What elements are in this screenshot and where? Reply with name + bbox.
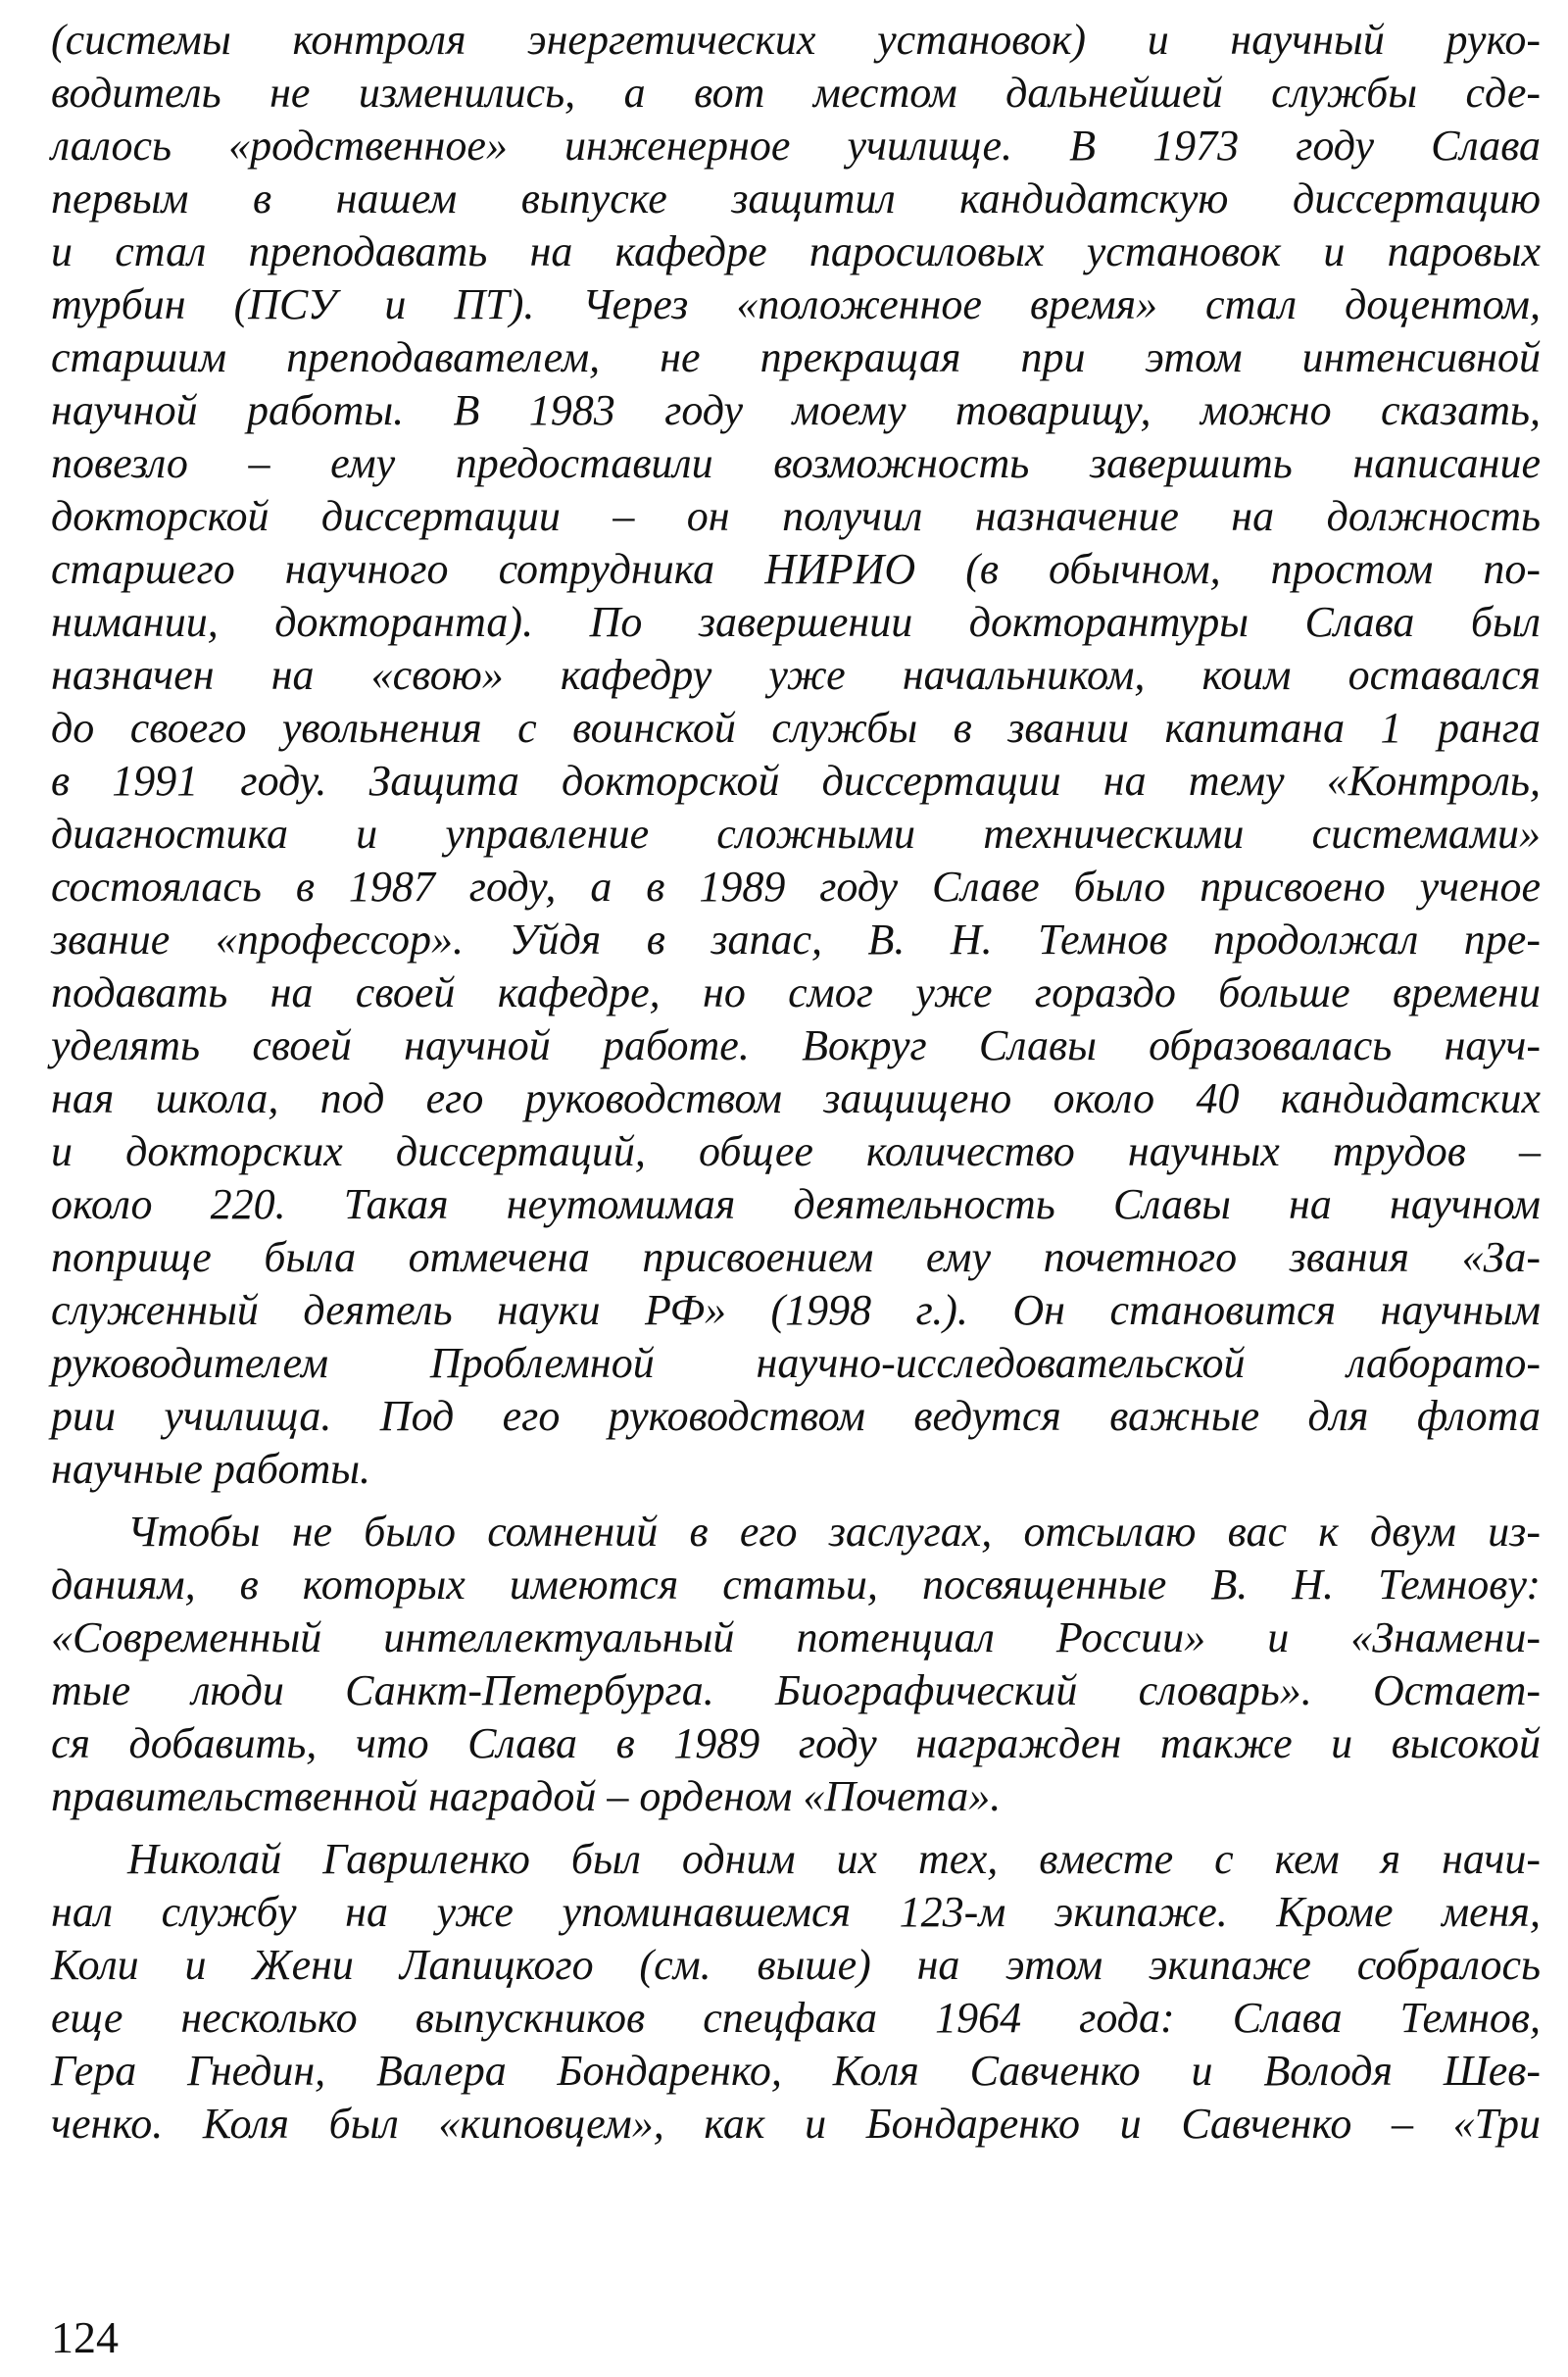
text-line: состоялась в 1987 году, а в 1989 году Славе было присвоено ученое — [51, 863, 1541, 911]
text-line: нимании, докторанта). По завершении докторантуры Слава был — [51, 598, 1541, 646]
text-line: «Современный интеллектуальный потенциал России» и «Знамени- — [51, 1613, 1541, 1661]
text-line: нал службу на уже упоминавшемся 123-м экипаже. Кроме меня, — [51, 1888, 1541, 1936]
text-line: диагностика и управление сложными техническими системами» — [51, 810, 1541, 858]
text-line: ченко. Коля был «киповцем», как и Бондаренко и Савченко – «Три — [51, 2100, 1541, 2148]
text-line: Гера Гнедин, Валера Бондаренко, Коля Савченко и Володя Шев- — [51, 2047, 1541, 2095]
text-line: уделять своей научной работе. Вокруг Славы образовалась науч- — [51, 1021, 1541, 1069]
paragraph-3 — [51, 1833, 1541, 2151]
text-line: научные работы. — [51, 1445, 371, 1493]
text-line: около 220. Такая неутомимая деятельность Славы на научном — [51, 1180, 1541, 1228]
text-line: в 1991 году. Защита докторской диссертации на тему «Контроль, — [51, 757, 1541, 805]
text-line: Чтобы не было сомнений в его заслугах, отсылаю вас к двум из- — [127, 1508, 1541, 1556]
text-line: и докторских диссертаций, общее количество научных трудов – — [51, 1127, 1541, 1175]
text-line: служенный деятель науки РФ» (1998 г.). Он становится научным — [51, 1286, 1541, 1334]
text-line: назначен на «свою» кафедру уже начальником, коим оставался — [51, 651, 1541, 699]
text-line: докторской диссертации – он получил назначение на должность — [51, 492, 1541, 540]
text-line: лалось «родственное» инженерное училище. В 1973 году Слава — [51, 122, 1541, 170]
paragraph-2 — [51, 1506, 1541, 1823]
text-line: повезло – ему предоставили возможность завершить написание — [51, 439, 1541, 487]
text-line: ная школа, под его руководством защищено около 40 кандидатских — [51, 1074, 1541, 1122]
text-line: еще несколько выпускников спецфака 1964 года: Слава Темнов, — [51, 1994, 1541, 2042]
text-line: старшего научного сотрудника НИРИО (в обычном, простом по- — [51, 545, 1541, 593]
text-line: научной работы. В 1983 году моему товарищу, можно сказать, — [51, 386, 1541, 434]
text-line: подавать на своей кафедре, но смог уже гораздо больше времени — [51, 968, 1541, 1016]
text-line: старшим преподавателем, не прекращая при этом интенсивной — [51, 333, 1541, 381]
page-number: 124 — [51, 2312, 119, 2362]
text-line: водитель не изменились, а вот местом дальнейшей службы сде- — [51, 69, 1541, 117]
paragraph-spacing — [51, 1496, 1541, 1506]
paragraph-1 — [51, 14, 1541, 1496]
text-line: первым в нашем выпуске защитил кандидатскую диссертацию — [51, 174, 1541, 223]
paragraph-spacing — [51, 1823, 1541, 1833]
page-text — [51, 14, 1541, 2151]
text-line: тые люди Санкт-Петербурга. Биографический словарь». Остает- — [51, 1666, 1541, 1714]
text-line: руководителем Проблемной научно-исследовательской лаборато- — [51, 1339, 1541, 1387]
text-line: и стал преподавать на кафедре паросиловых установок и паровых — [51, 227, 1541, 275]
text-line: Коли и Жени Лапицкого (см. выше) на этом экипаже собралось — [51, 1941, 1541, 1989]
text-line: турбин (ПСУ и ПТ). Через «положенное время» стал доцентом, — [51, 280, 1541, 328]
text-line: Николай Гавриленко был одним их тех, вместе с кем я начи- — [127, 1835, 1541, 1883]
text-line: звание «профессор». Уйдя в запас, В. Н. Темнов продолжал пре- — [51, 916, 1541, 964]
text-line: поприще была отмечена присвоением ему почетного звания «За- — [51, 1233, 1541, 1281]
text-line: до своего увольнения с воинской службы в звании капитана 1 ранга — [51, 704, 1541, 752]
text-line: ся добавить, что Слава в 1989 году награжден также и высокой — [51, 1719, 1541, 1767]
text-line: даниям, в которых имеются статьи, посвященные В. Н. Темнову: — [51, 1560, 1541, 1609]
text-line: рии училища. Под его руководством ведутся важные для флота — [51, 1392, 1541, 1440]
text-line: правительственной наградой – орденом «Почета». — [51, 1772, 1002, 1820]
text-line: (системы контроля энергетических установок) и научный руко- — [51, 16, 1541, 64]
